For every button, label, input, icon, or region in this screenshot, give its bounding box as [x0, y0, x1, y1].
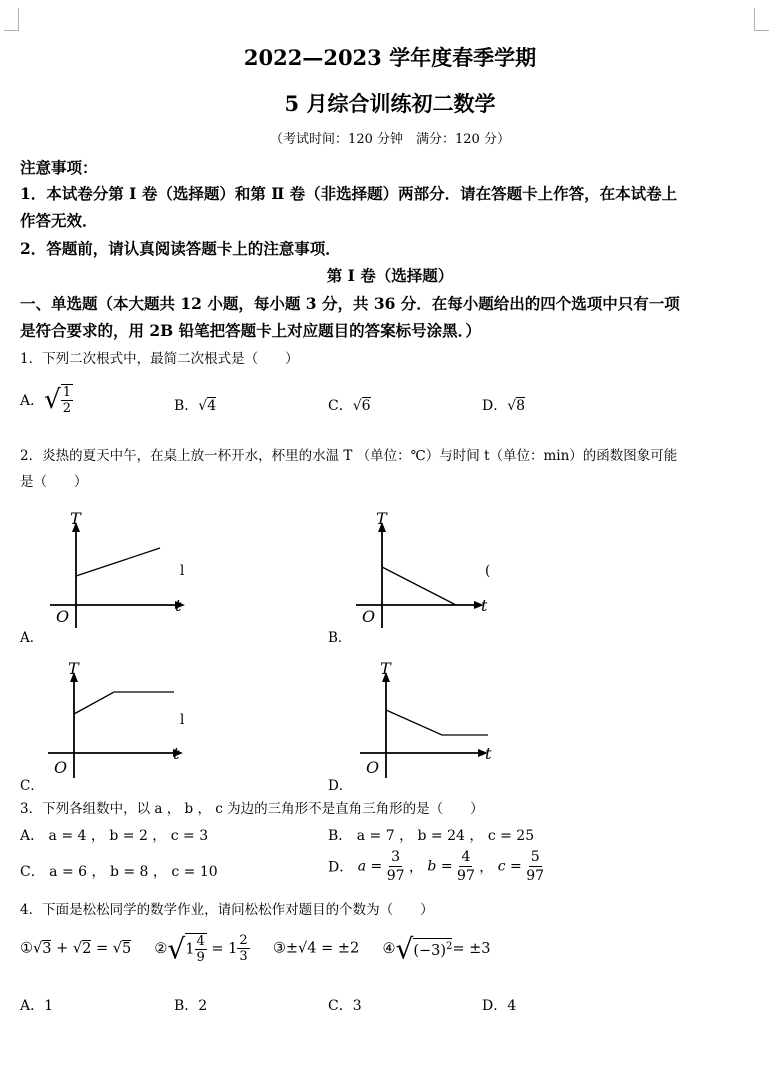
q1-option-c-label: C． — [328, 398, 353, 414]
origin-label: O — [362, 607, 376, 626]
q1-option-b-label: B． — [174, 398, 199, 414]
curve — [382, 567, 456, 605]
q1-option-b-value: 4 — [207, 398, 217, 414]
q2-option-a-label: A． — [20, 630, 44, 646]
exam-title-line2: 5 月综合训练初二数学 — [284, 91, 496, 116]
origin-label: O — [56, 607, 70, 626]
curve — [76, 548, 160, 576]
q4-expressions — [20, 932, 491, 965]
axis-label-y: T — [376, 509, 387, 528]
circled-3: ③ — [272, 940, 286, 957]
q1-option-c-value: 6 — [361, 398, 371, 414]
q4-stem: 4．下面是松松同学的数学作业，请问松松作对题目的个数为（ ） — [20, 902, 434, 918]
q2-option-b-label: B． — [328, 630, 352, 646]
q1-option-d — [482, 395, 525, 415]
q2-graph-b — [346, 508, 506, 628]
axis-label-y: T — [70, 509, 81, 528]
exponent: 2 — [446, 941, 453, 953]
radicand: 2 — [82, 940, 92, 957]
q1-a-numerator: 1 — [62, 385, 71, 400]
sqrt-icon: √ — [507, 398, 517, 414]
q4-expr1: ①√3 + √2 = √5 — [20, 940, 132, 957]
circled-2: ② — [154, 940, 168, 957]
q1-option-a-label: A． — [20, 393, 45, 409]
curve — [74, 692, 174, 714]
radicand-mixed — [185, 933, 207, 965]
axis-label-y: T — [380, 659, 391, 678]
q1-option-c — [328, 395, 371, 415]
q1-option-a — [20, 384, 73, 416]
notes-item1-line2: 作答无效． — [20, 211, 98, 230]
section-instructions-line2: 是符合要求的，用 2B 铅笔把答题卡上对应题目的答案标号涂黑．） — [20, 321, 481, 340]
q3-d-b-fraction — [457, 848, 475, 885]
whole: 1 — [185, 941, 195, 957]
denominator: 97 — [386, 868, 405, 884]
q2-option-c-label: C． — [20, 778, 44, 794]
q1-option-d-value: 8 — [516, 398, 526, 414]
comma: ， — [404, 859, 428, 876]
q4-expr2: ②√1 $\frac{4}{9}$ = 1 $\frac{2}{3}$ — [154, 932, 248, 965]
circled-4: ④ — [382, 940, 396, 957]
rhs: = ±3 — [452, 940, 491, 957]
q4-option-d: D．4 — [482, 998, 517, 1014]
var-a: a — [357, 858, 367, 875]
numerator: 4 — [196, 933, 205, 949]
q3-option-d — [328, 848, 544, 885]
axis-label-x: t — [481, 596, 488, 615]
radicand: 3 — [42, 940, 52, 957]
denominator: 3 — [239, 949, 248, 964]
exam-title-line1: 2022—2023 学年度春季学期 — [243, 45, 537, 70]
corner-mark-left — [4, 8, 19, 31]
equals-sign: = — [366, 858, 387, 875]
equals-sign: = — [436, 858, 458, 875]
q2-graph-d — [350, 658, 510, 778]
origin-label: O — [366, 758, 380, 777]
axis-label-x: t — [175, 596, 182, 615]
q3-option-b: B． a = 7 ， b = 24 ， c = 25 — [328, 828, 535, 844]
var-b: b — [427, 858, 437, 875]
q2-stem-line2: 是（ ） — [20, 474, 88, 490]
sqrt-icon: √ — [33, 940, 43, 957]
exam-subtitle: （考试时间：120 分钟 满分：120 分） — [270, 132, 510, 147]
q2-graph-c — [38, 658, 198, 778]
radicand — [413, 938, 452, 959]
q3-option-d-label: D． — [328, 859, 354, 876]
denominator: 97 — [526, 868, 545, 884]
q4-option-b: B．2 — [174, 998, 208, 1014]
sqrt-icon: √ — [44, 385, 61, 415]
q1-option-a-fraction — [61, 384, 73, 416]
q4-expr4 — [382, 932, 491, 965]
origin-label: O — [54, 758, 68, 777]
q3-d-c-fraction — [526, 848, 544, 885]
notes-item2: 2．答题前，请认真阅读答题卡上的注意事项． — [20, 239, 341, 258]
expr3-text: ±√4 = ±2 — [285, 940, 360, 957]
numerator: 2 — [239, 933, 248, 948]
axis-label-x: t — [485, 744, 492, 763]
var-c: c — [497, 858, 506, 875]
q3-d-a-fraction — [387, 848, 405, 885]
notes-item1-line1: 1．本试卷分第 Ⅰ 卷（选择题）和第 Ⅱ 卷（非选择题）两部分．请在答题卡上作答，在本试卷上 — [20, 184, 678, 203]
section-title: 第 Ⅰ 卷（选择题） — [326, 266, 454, 285]
q4-option-c: C．3 — [328, 998, 362, 1014]
corner-mark-right — [754, 8, 769, 31]
sqrt-icon: √ — [198, 398, 208, 414]
sqrt-icon: √ — [112, 940, 122, 957]
circled-1: ① — [20, 940, 33, 957]
q2-stem-line1: 2．炎热的夏天中午，在桌上放一杯开水，杯里的水温 T （单位：℃）与时间 t（单位：min）的函数图象可能 — [20, 448, 678, 464]
q1-option-b — [174, 395, 216, 415]
equals-sign: = — [505, 858, 527, 875]
q2-graph-b-stray: ( — [485, 563, 491, 579]
q2-graph-a — [40, 508, 200, 628]
q4-option-a: A．1 — [20, 998, 54, 1014]
axis-label-x: t — [173, 744, 180, 763]
numerator: 4 — [461, 849, 471, 865]
denominator: 97 — [457, 868, 475, 884]
q2-option-d-label: D． — [328, 778, 353, 794]
q2-graph-c-stray: l — [180, 712, 185, 728]
q2-graph-a-stray: l — [180, 563, 185, 579]
sqrt-icon: √ — [167, 932, 186, 965]
q3-stem: 3．下列各组数中，以 a ， b ， c 为边的三角形不是直角三角形的是（ ） — [20, 801, 484, 817]
section-instructions-line1: 一、单选题（本大题共 12 小题，每小题 3 分，共 36 分．在每小题给出的四个选项中只有一项 — [20, 294, 680, 313]
axis-label-y: T — [68, 659, 79, 678]
sqrt-icon: √ — [395, 932, 414, 965]
q3-option-a: A． a = 4 ， b = 2 ， c = 3 — [20, 828, 209, 844]
notes-heading: 注意事项： — [20, 158, 98, 177]
fraction — [195, 934, 207, 965]
whole: 1 — [228, 940, 238, 957]
numerator: 5 — [530, 849, 540, 865]
q1-option-d-label: D． — [482, 398, 508, 414]
fraction — [237, 933, 249, 964]
q3-option-c: C． a = 6 ， b = 8 ， c = 10 — [20, 864, 218, 880]
q1-stem: 1．下列二次根式中，最简二次根式是（ ） — [20, 351, 299, 367]
curve — [386, 710, 488, 735]
q4-expr3 — [273, 941, 364, 957]
q1-a-denominator: 2 — [62, 401, 71, 416]
numerator: 3 — [391, 849, 401, 865]
inner: (−3) — [413, 942, 447, 959]
comma: ， — [474, 859, 498, 876]
radicand: 5 — [121, 940, 132, 957]
sqrt-icon: √ — [72, 940, 83, 957]
denominator: 9 — [196, 949, 205, 965]
sqrt-icon: √ — [352, 398, 362, 414]
